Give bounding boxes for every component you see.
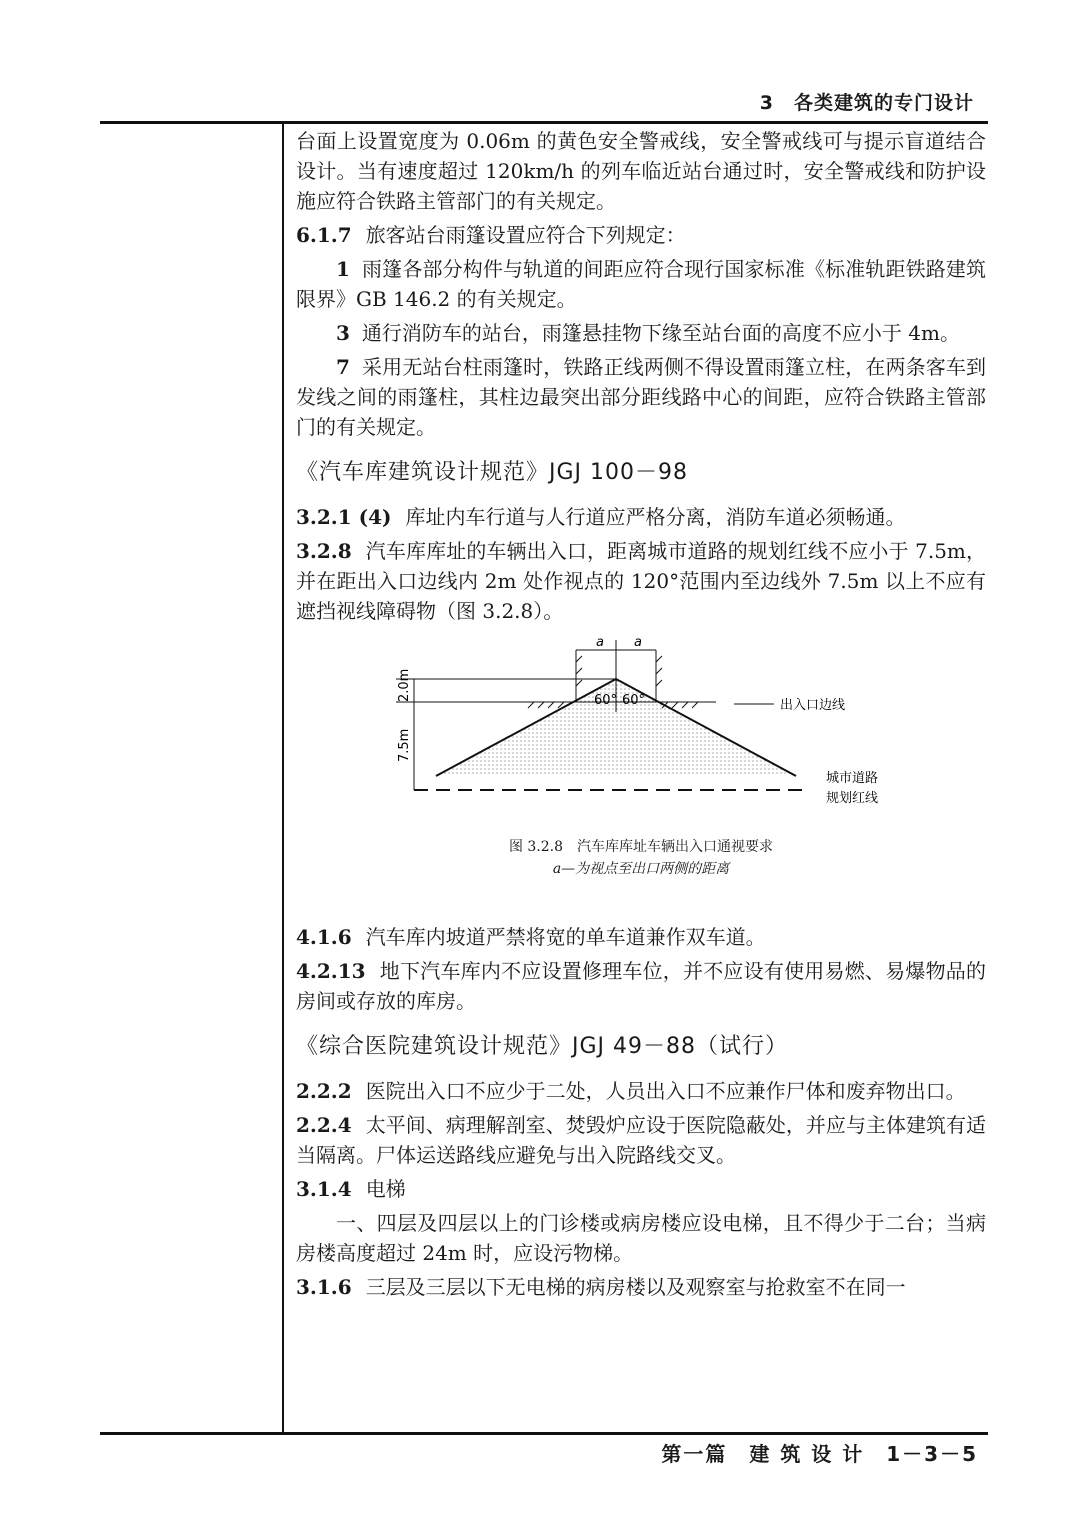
- clause-3-2-1: [296, 502, 986, 532]
- clause-text: 旅客站台雨篷设置应符合下列规定：: [365, 223, 686, 247]
- label-a-right: a: [634, 635, 642, 650]
- header-rule: [100, 121, 988, 124]
- clause-3-1-4: [296, 1174, 986, 1204]
- chapter-title: 3 各类建筑的专门设计: [759, 92, 974, 114]
- clause-number: 4.2.13: [296, 959, 366, 983]
- item-1: [296, 254, 986, 314]
- clause-text: 汽车库内坡道严禁将宽的单车道兼作双车道。: [365, 925, 766, 949]
- clause-text: 库址内车行道与人行道应严格分离，消防车道必须畅通。: [405, 505, 906, 529]
- clause-4-2-13: [296, 956, 986, 1016]
- clause-number: 3.2.1 (4): [296, 505, 392, 529]
- label-red-line: 规划红线: [826, 791, 879, 806]
- item-number: 3: [336, 321, 350, 345]
- figure-caption-note: a—为视点至出口两侧的距离: [552, 861, 730, 877]
- clause-3-1-6: [296, 1272, 986, 1302]
- label-2m: 2.0m: [397, 668, 412, 702]
- clause-3-2-8: [296, 536, 986, 626]
- page-header: [0, 88, 1000, 116]
- standard-title-garage: 《汽车库建筑设计规范》JGJ 100－98: [296, 460, 689, 485]
- item-text: 雨篷各部分构件与轨道的间距应符合现行国家标准《标准轨距铁路建筑限界》GB 146.2 的有关规定。: [296, 257, 986, 311]
- item-number: 7: [336, 355, 350, 379]
- item-number: 1: [336, 257, 350, 281]
- margin-column-rule: [282, 122, 284, 1432]
- label-a-left: a: [596, 635, 604, 650]
- clause-text: 电梯: [365, 1177, 406, 1201]
- item-3: [296, 318, 986, 348]
- clause-text: 太平间、病理解剖室、焚毁炉应设于医院隐蔽处，并应与主体建筑有适当隔离。尸体运送路线应避免与出入院路线交叉。: [296, 1113, 986, 1167]
- angle-right: 60°: [622, 693, 646, 708]
- clause-number: 3.1.6: [296, 1275, 352, 1299]
- figure-caption: 图 3.2.8 汽车库库址车辆出入口通视要求: [508, 839, 774, 855]
- clause-text: 三层及三层以下无电梯的病房楼以及观察室与抢救室不在同一: [365, 1275, 906, 1299]
- clause-text: 医院出入口不应少于二处，人员出入口不应兼作尸体和废弃物出口。: [365, 1079, 966, 1103]
- figure-3-2-8: [296, 632, 986, 922]
- clause-6-1-7: [296, 220, 986, 250]
- clause-number: 3.1.4: [296, 1177, 352, 1201]
- clause-2-2-4: [296, 1110, 986, 1170]
- clause-number: 4.1.6: [296, 925, 352, 949]
- label-75m: 7.5m: [397, 728, 412, 762]
- footer-rule: [100, 1432, 988, 1435]
- clause-number: 2.2.2: [296, 1079, 352, 1103]
- clause-text: 地下汽车库内不应设置修理车位，并不应设有使用易燃、易爆物品的房间或存放的库房。: [296, 959, 986, 1013]
- page-number-label: 第一篇 建 筑 设 计 1－3－5: [661, 1442, 978, 1466]
- standard-title-hospital: 《综合医院建筑设计规范》JGJ 49－88（试行）: [296, 1034, 789, 1059]
- item-text: 通行消防车的站台，雨篷悬挂物下缘至站台面的高度不应小于 4m。: [361, 321, 960, 345]
- item-elevator: 一、四层及四层以上的门诊楼或病房楼应设电梯，且不得少于二台；当病房楼高度超过 24m 时，应设污物梯。: [296, 1211, 986, 1265]
- sight-triangle-diagram: [296, 632, 986, 862]
- label-entrance-line: 出入口边线: [780, 698, 846, 713]
- clause-number: 2.2.4: [296, 1113, 352, 1137]
- label-city-road: 城市道路: [826, 771, 879, 786]
- clause-number: 3.2.8: [296, 539, 352, 563]
- clause-number: 6.1.7: [296, 223, 352, 247]
- clause-4-1-6: [296, 922, 986, 952]
- paragraph-continuation: 台面上设置宽度为 0.06m 的黄色安全警戒线，安全警戒线可与提示盲道结合设计。当有速度超过 120km/h 的列车临近站台通过时，安全警戒线和防护设施应符合铁路主管部门的有关规定。: [296, 129, 986, 213]
- clause-2-2-2: [296, 1076, 986, 1106]
- item-7: [296, 352, 986, 442]
- item-text: 采用无站台柱雨篷时，铁路正线两侧不得设置雨篷立柱，在两条客车到发线之间的雨篷柱，其柱边最突出部分距线路中心的间距，应符合铁路主管部门的有关规定。: [296, 355, 986, 439]
- clause-text: 汽车库库址的车辆出入口，距离城市道路的规划红线不应小于 7.5m，并在距出入口边线内 2m 处作视点的 120°范围内至边线外 7.5m 以上不应有遮挡视线障碍物（图 3.2.8）。: [296, 539, 986, 623]
- angle-left: 60°: [594, 693, 618, 708]
- page-body: [296, 126, 986, 1306]
